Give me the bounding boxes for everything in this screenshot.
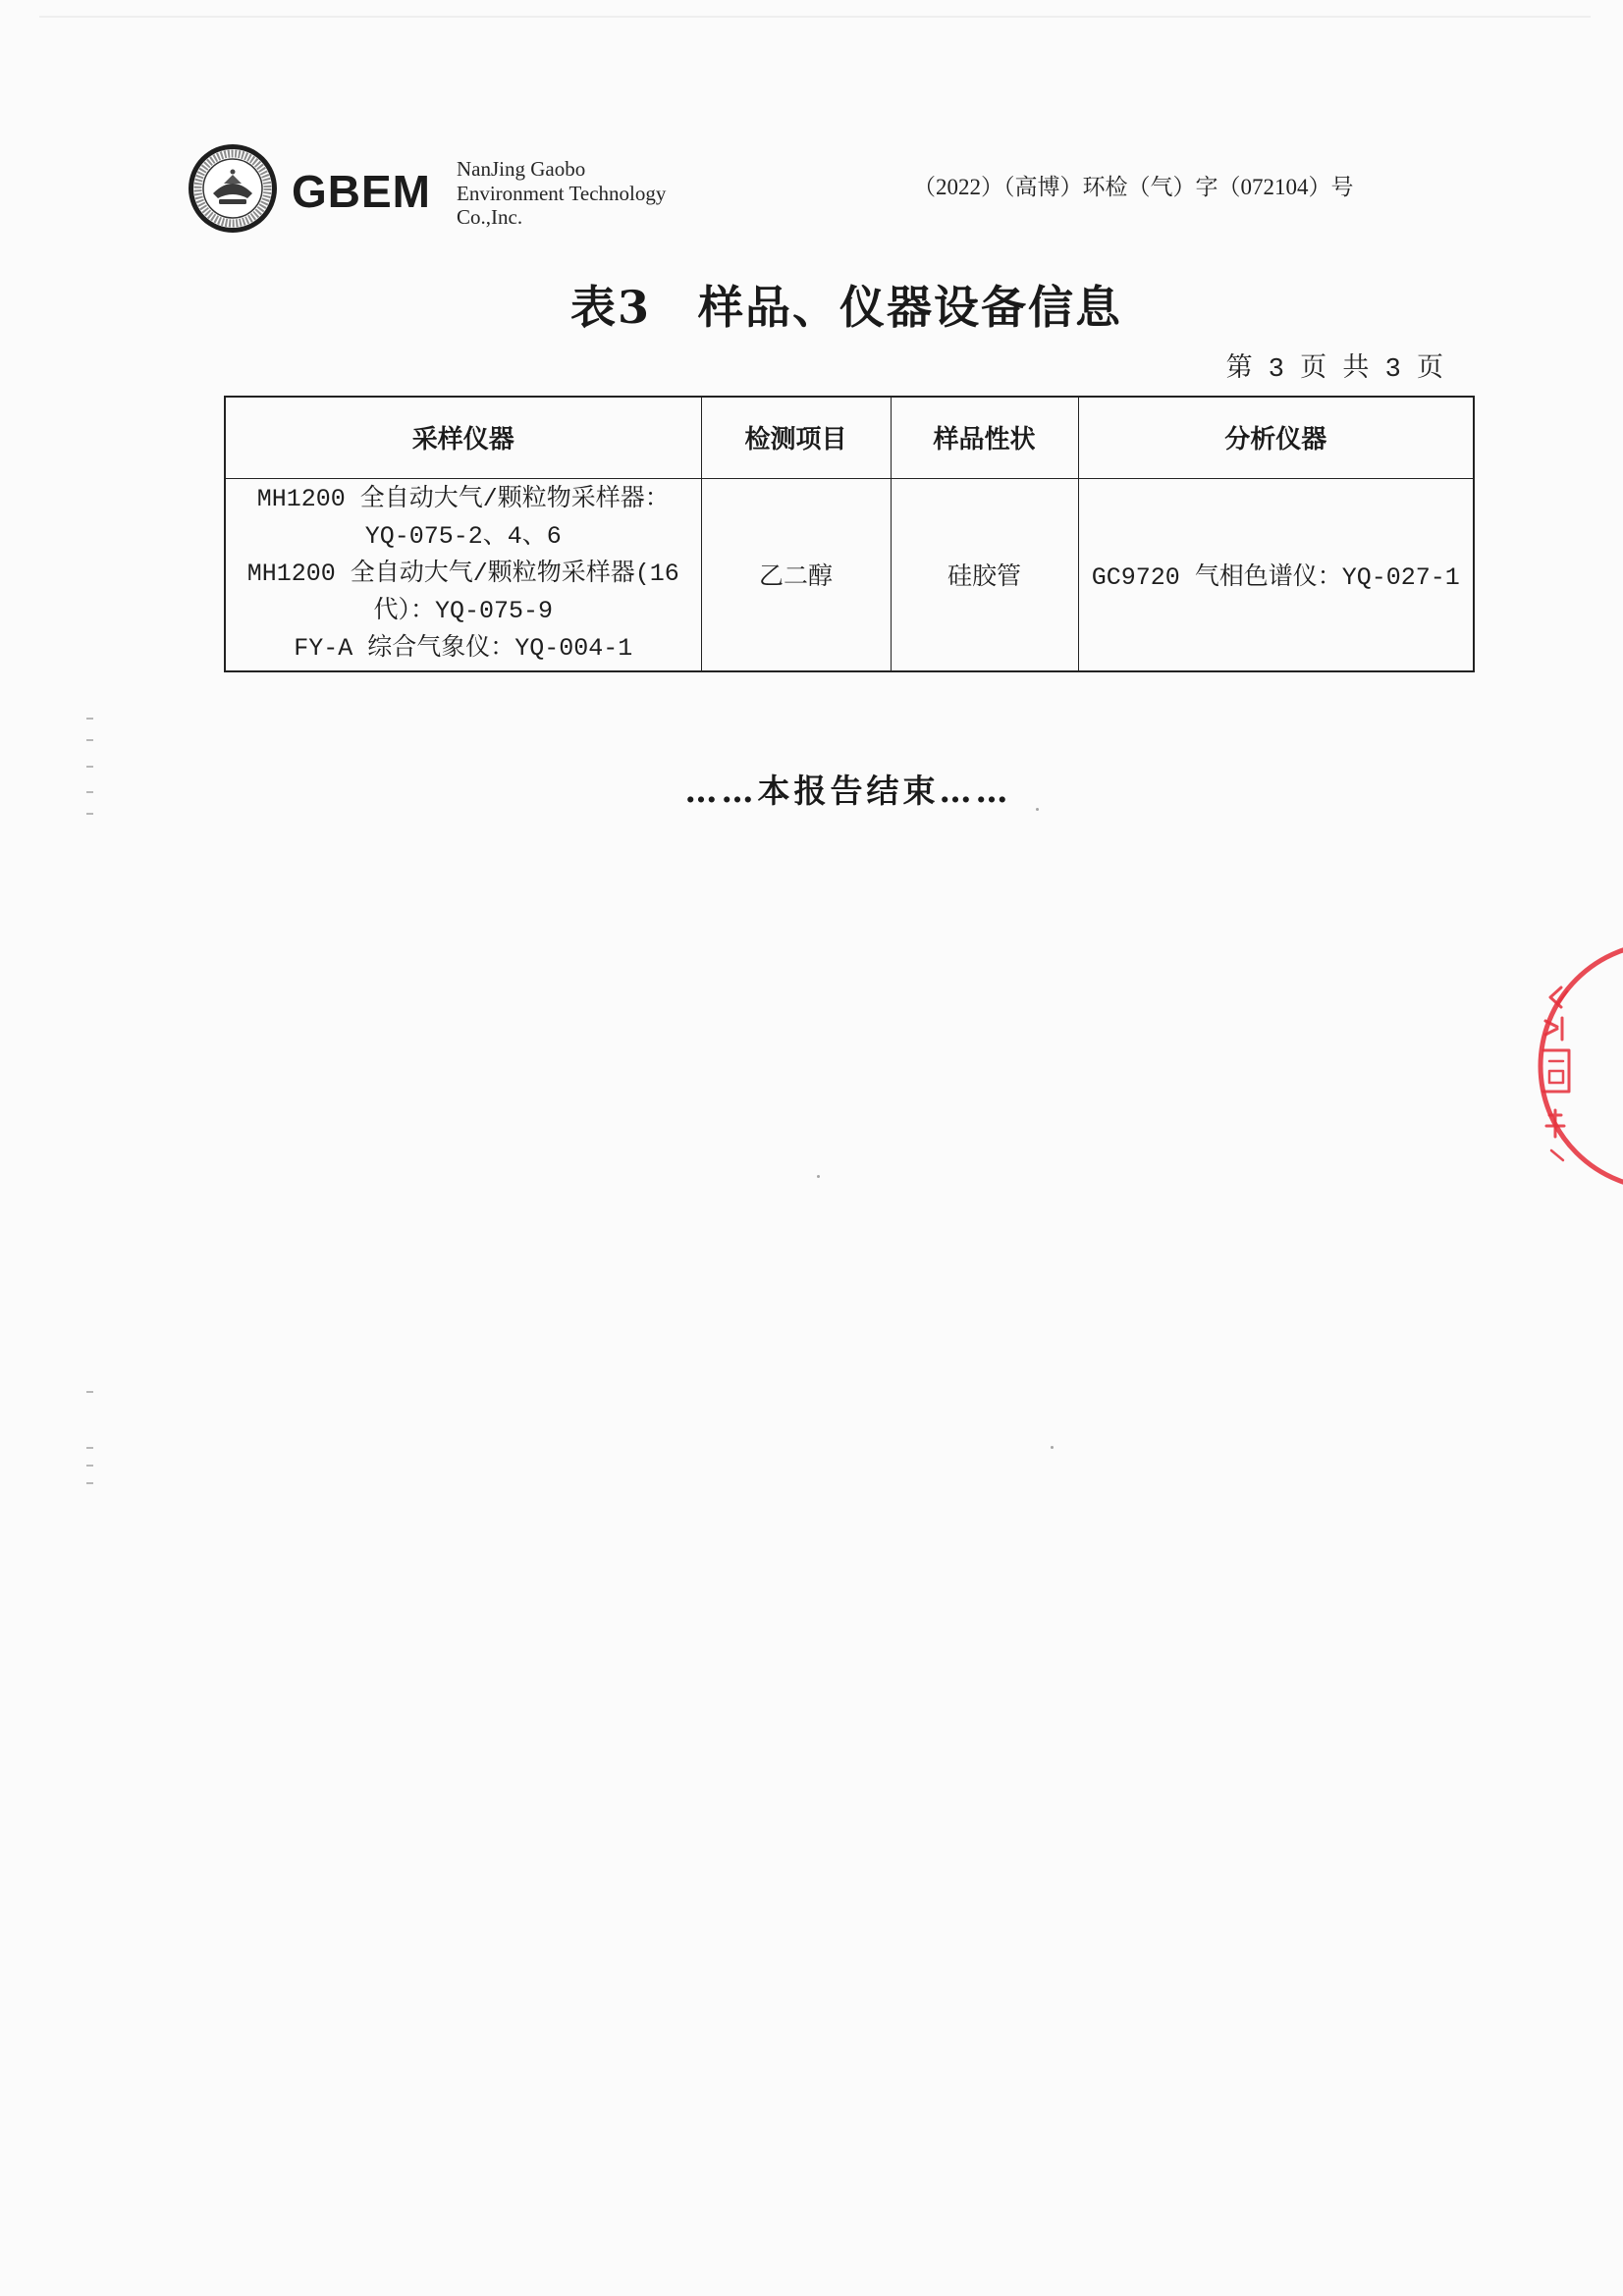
report-end-note: ……本报告结束…… [684, 772, 1012, 810]
scan-mark [86, 718, 93, 720]
sampling-instrument-line: YQ-075-2、4、6 [364, 522, 562, 552]
sampling-instrument-line: FY-A 综合气象仪：YQ-004-1 [294, 634, 633, 664]
official-seal-icon [1512, 933, 1623, 1200]
header-sampling-instrument: 采样仪器 [225, 397, 701, 478]
page-title: 表3 样品、仪器设备信息 [569, 281, 1122, 334]
scan-mark [86, 1465, 93, 1467]
scan-speck [1051, 1446, 1054, 1449]
sampling-instrument-line: 代）：YQ-075-9 [373, 597, 554, 626]
page-number: 第 3 页 共 3 页 [1225, 355, 1443, 385]
scan-mark [86, 766, 93, 768]
cell-sampling-instrument [225, 478, 701, 671]
company-name [457, 157, 666, 230]
scan-mark [86, 1482, 93, 1484]
sampling-instrument-line: MH1200 全自动大气/颗粒物采样器(16 [246, 560, 679, 589]
table-header-row [225, 397, 1474, 478]
table-row [225, 478, 1474, 671]
sample-instrument-table [224, 396, 1475, 672]
sampling-instrument-line: MH1200 全自动大气/颗粒物采样器： [256, 485, 670, 514]
scan-mark [86, 1447, 93, 1449]
scan-mark [86, 791, 93, 793]
cell-analysis-instrument: GC9720 气相色谱仪：YQ-027-1 [1078, 478, 1474, 671]
report-number: （2022）（高博）环检（气）字（072104）号 [913, 175, 1354, 199]
scan-edge-line [39, 16, 1591, 18]
brand-name: GBEM [292, 166, 431, 217]
company-line: NanJing Gaobo [457, 157, 586, 181]
scan-speck [817, 1175, 820, 1178]
header-test-item: 检测项目 [701, 397, 891, 478]
scan-mark [86, 813, 93, 815]
header-sample-state: 样品性状 [891, 397, 1078, 478]
scan-mark [86, 739, 93, 741]
company-emblem-icon [187, 142, 279, 235]
cell-sample-state: 硅胶管 [891, 478, 1078, 671]
cell-test-item: 乙二醇 [701, 478, 891, 671]
company-line: Environment Technology [457, 181, 667, 205]
company-line: Co.,Inc. [457, 205, 523, 229]
header-analysis-instrument: 分析仪器 [1078, 397, 1474, 478]
scan-mark [86, 1391, 93, 1393]
